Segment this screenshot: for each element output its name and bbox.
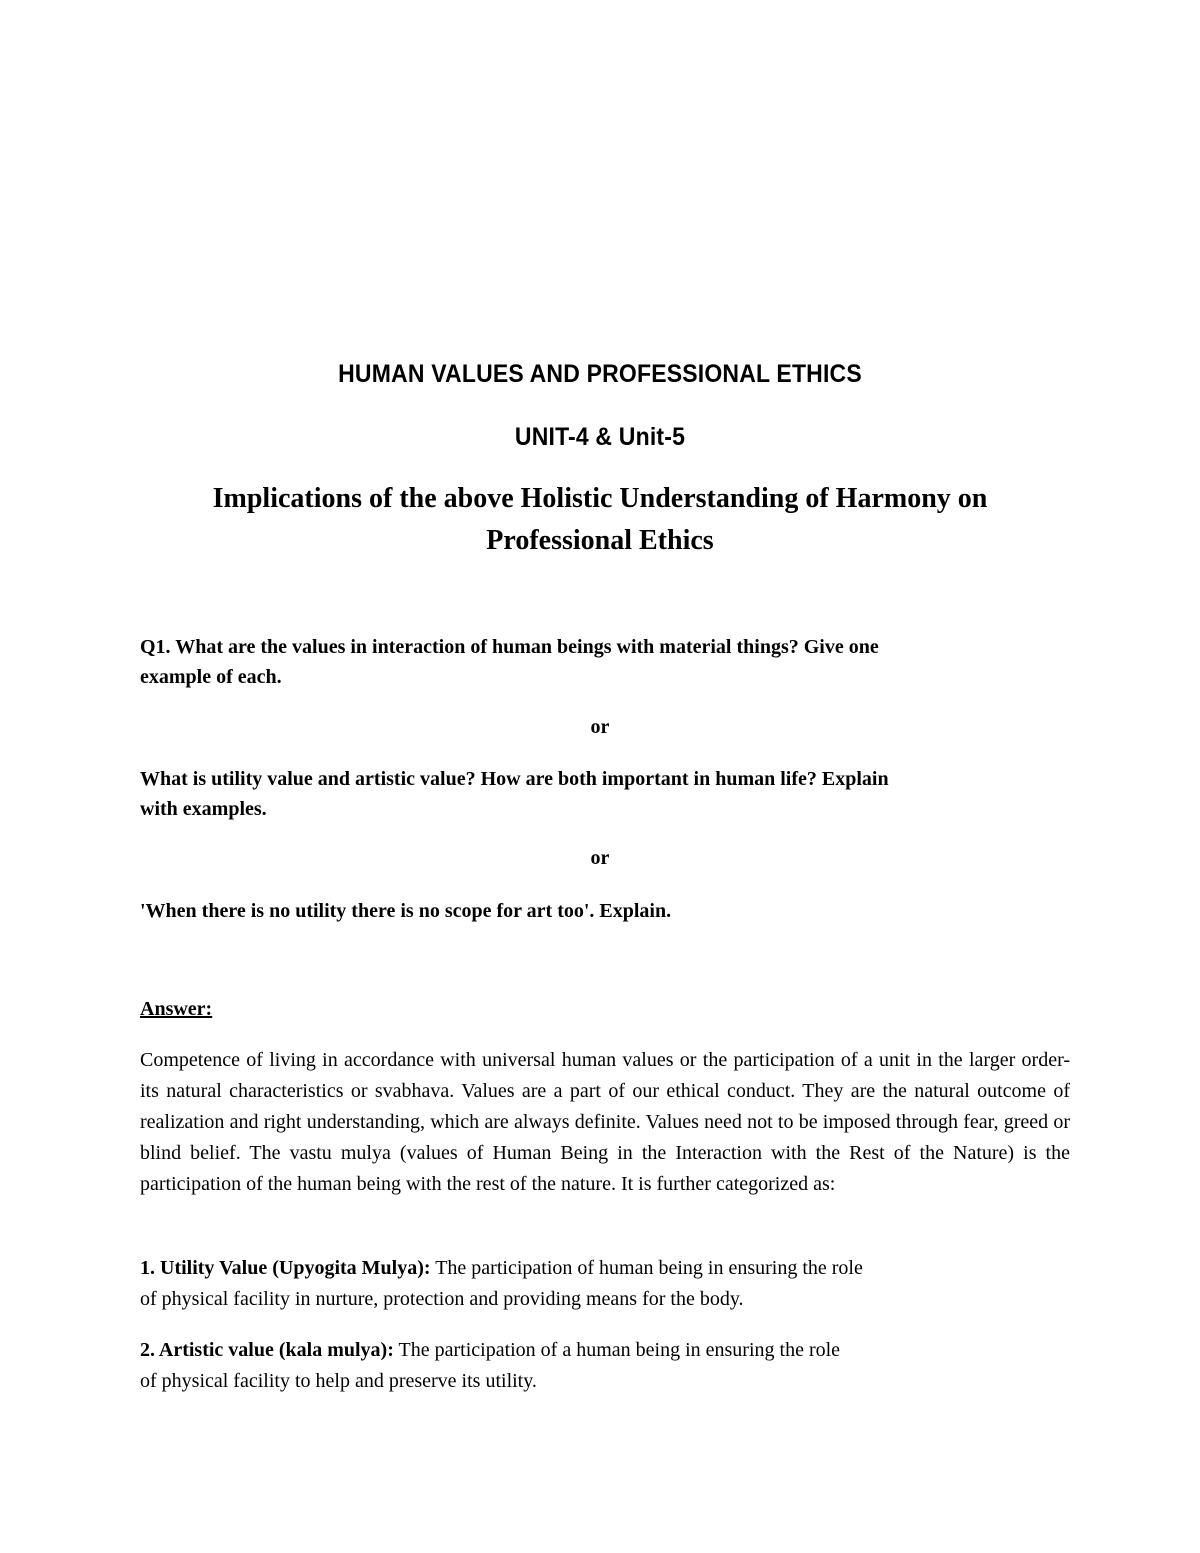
question-1-line-1: Q1. What are the values in interaction of human beings with material things? Give one bbox=[140, 636, 879, 658]
unit-label: UNIT-4 & Unit-5 bbox=[514, 423, 686, 451]
answer-label: Answer: bbox=[140, 998, 213, 1020]
question-2 bbox=[140, 764, 1060, 824]
or-separator-2: or bbox=[590, 847, 610, 869]
document-title: HUMAN VALUES AND PROFESSIONAL ETHICS bbox=[338, 360, 862, 388]
value-item-artistic-term: 2. Artistic value (kala mulya): bbox=[140, 1339, 394, 1361]
section-heading-line-2: Professional Ethics bbox=[486, 525, 714, 556]
value-item-artistic bbox=[140, 1335, 1070, 1397]
question-2-line-2: with examples. bbox=[140, 798, 267, 820]
value-item-artistic-text: The participation of a human being in ensuring the role bbox=[393, 1339, 841, 1361]
value-item-utility bbox=[140, 1253, 1070, 1315]
value-item-utility-text: The participation of human being in ensuring the role bbox=[430, 1257, 863, 1279]
value-item-utility-line-2: of physical facility in nurture, protection and providing means for the body. bbox=[140, 1288, 744, 1310]
question-1-line-2: example of each. bbox=[140, 666, 282, 688]
section-heading-line-1: Implications of the above Holistic Understanding of Harmony on bbox=[212, 483, 988, 514]
answer-paragraph: Competence of living in accordance with universal human values or the participation of a unit in the larger order- its natural characteristics or svabhava. Values are a part of our ethical conduct. They are the natural outcome of realization and right understanding, which are always definite. Values need not to be imposed through fear, greed or blind belief. The vastu mulya (values of Human Being in the Interaction with the Rest of the Nature) is the participation of the human being with the rest of the nature. It is further categorized as: bbox=[140, 1049, 1070, 1195]
question-2-line-1: What is utility value and artistic value? How are both important in human life? Explain bbox=[140, 768, 889, 790]
or-separator-1: or bbox=[590, 716, 610, 738]
question-3: 'When there is no utility there is no scope for art too'. Explain. bbox=[140, 900, 672, 922]
value-item-utility-term: 1. Utility Value (Upyogita Mulya): bbox=[140, 1257, 431, 1279]
question-1 bbox=[140, 632, 1060, 692]
value-item-artistic-line-2: of physical facility to help and preserve its utility. bbox=[140, 1370, 537, 1392]
value-item-artistic-line-1 bbox=[140, 1335, 1070, 1366]
value-item-utility-line-1 bbox=[140, 1253, 1070, 1284]
